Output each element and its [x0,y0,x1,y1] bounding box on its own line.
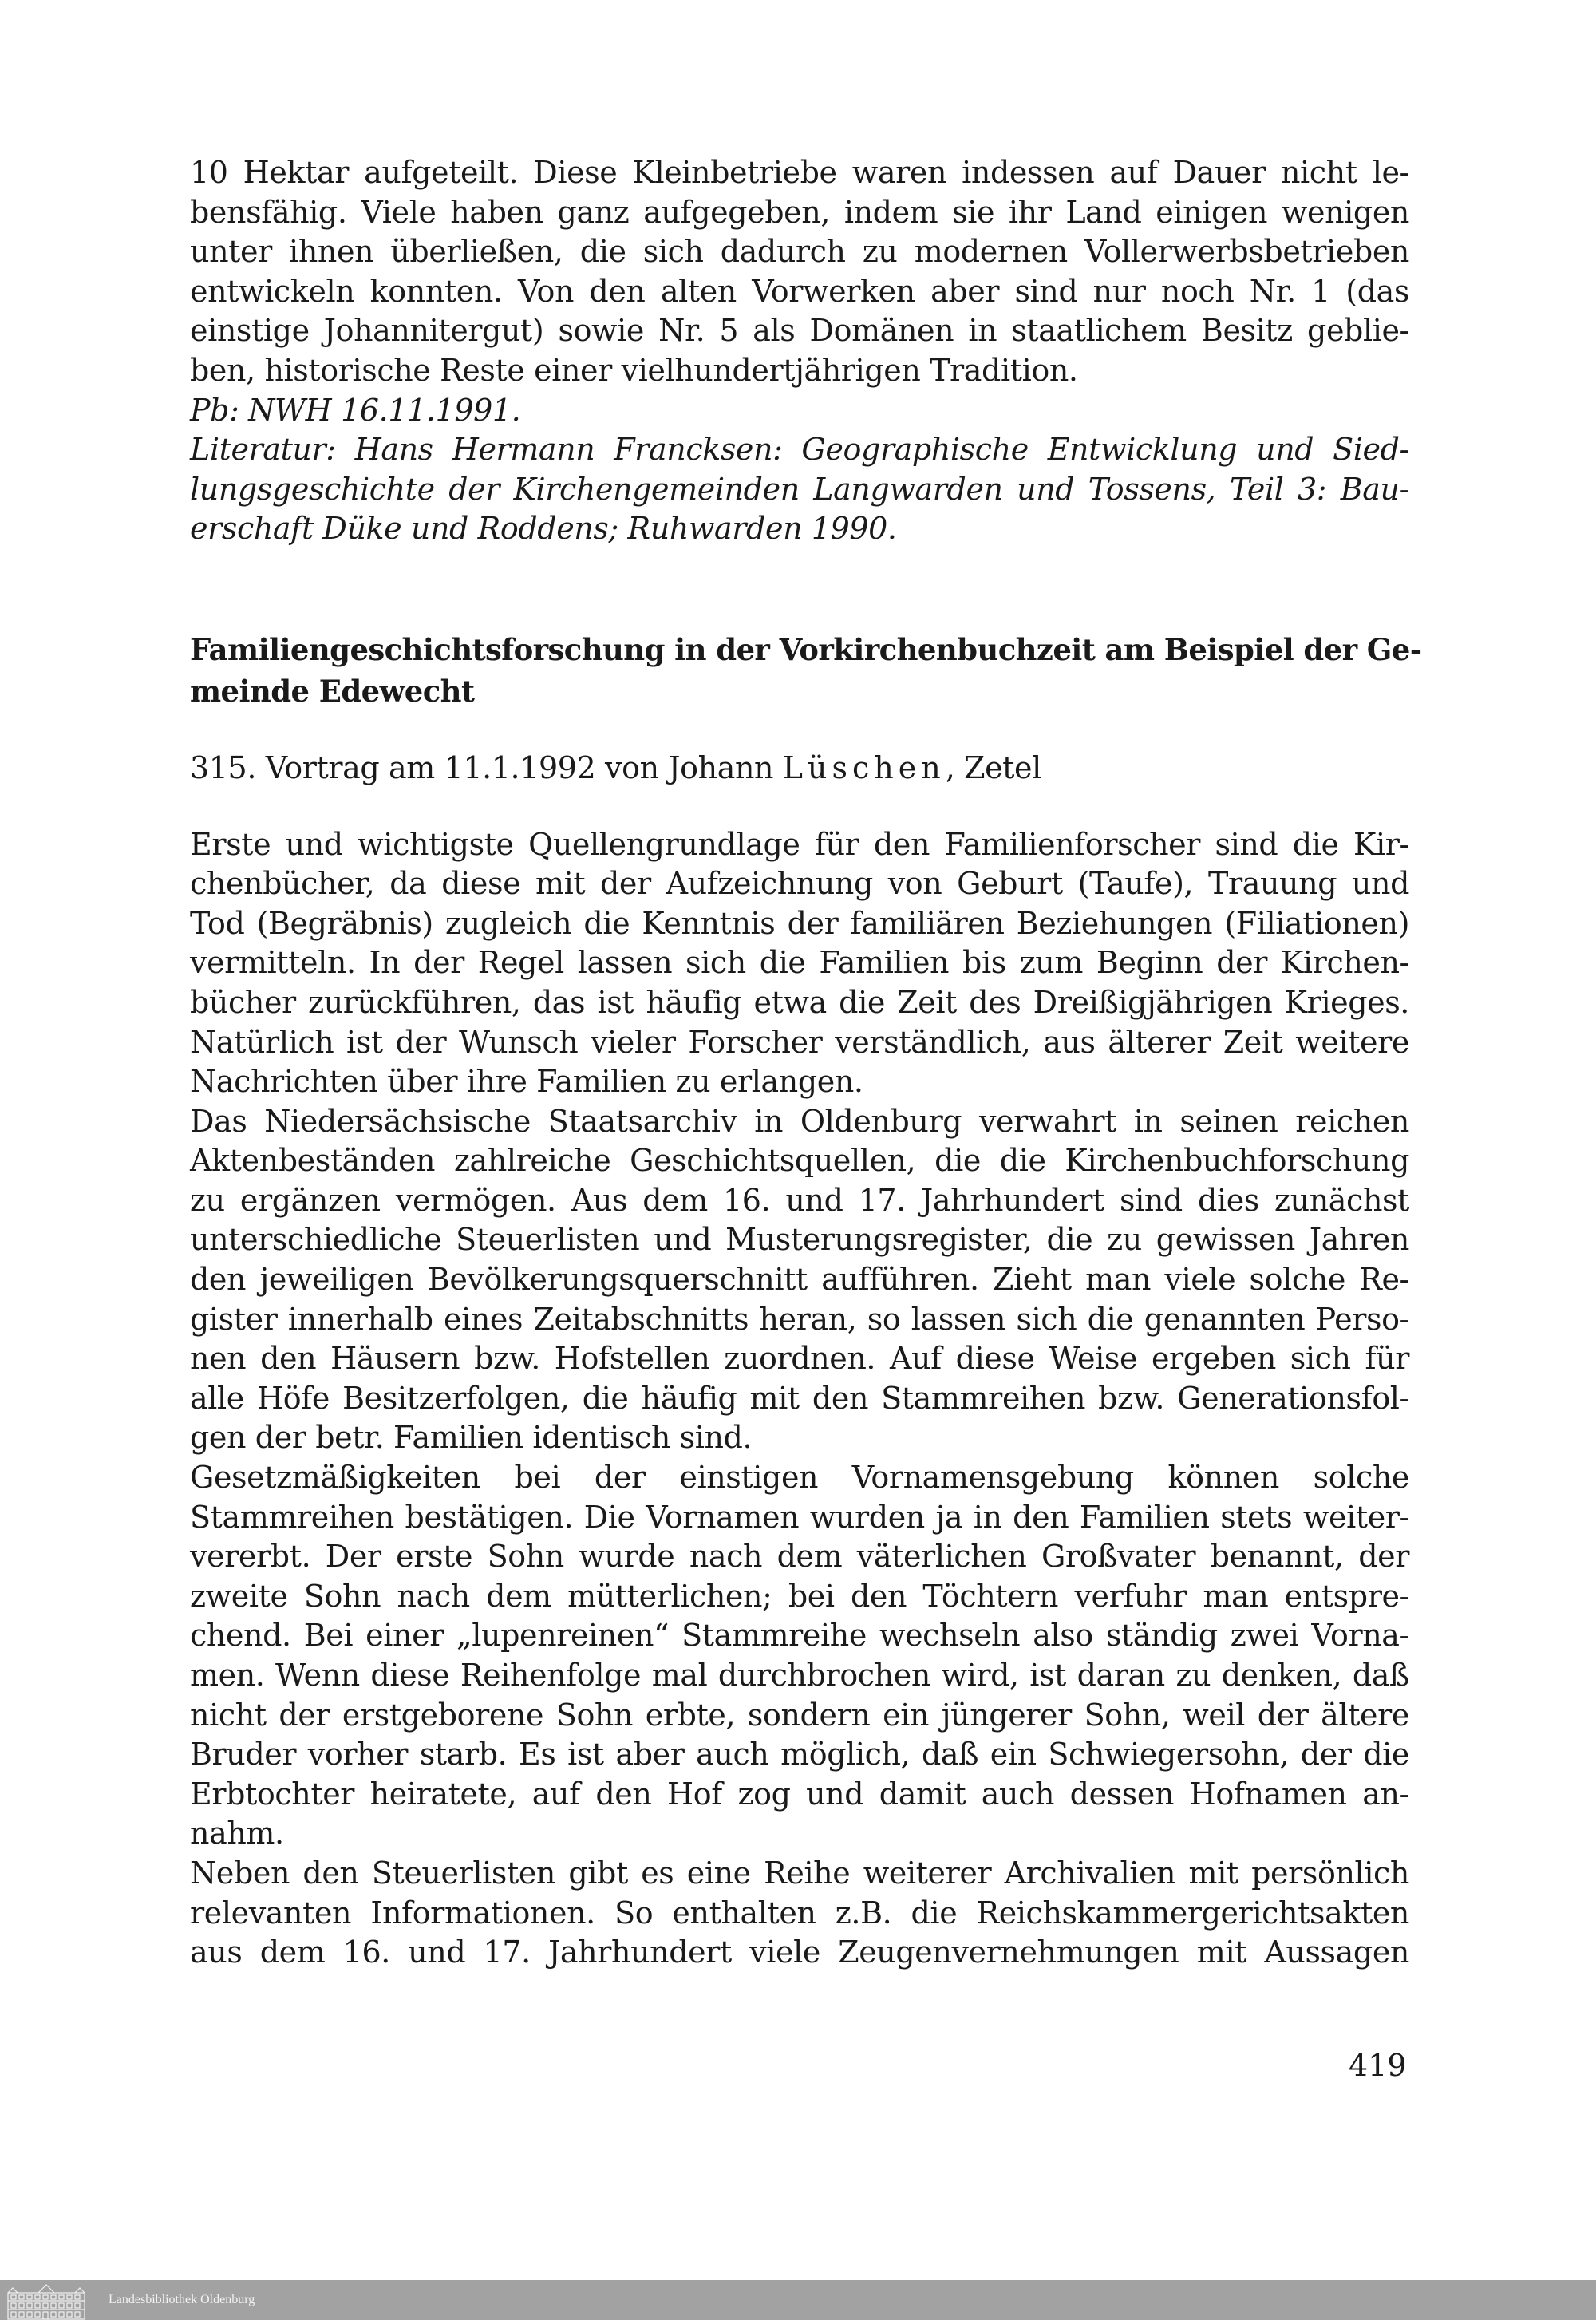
text-line: Aktenbeständen zahlreiche Geschichtsquellen, die die Kirchenbuchforschung [190,1143,1409,1179]
text-line: gen der betr. Familien identisch sind. [190,1420,753,1456]
text-line: nen den Häusern bzw. Hofstellen zuordnen. Auf diese Weise ergeben sich für [190,1341,1409,1377]
text-line: vererbt. Der erste Sohn wurde nach dem väterlichen Großvater benannt, der [190,1539,1409,1575]
text-line: chend. Bei einer „lupenreinen“ Stammreihe wechseln also ständig zwei Vorna- [190,1618,1409,1654]
paragraph-4 [190,1854,1409,1973]
lecture-prefix: 315. Vortrag am 11.1.1992 von Johann [190,749,783,785]
literature-reference [190,430,1409,549]
text-line: lungsgeschichte der Kirchengemeinden Langwarden und Tossens, Teil 3: Bau- [190,471,1409,507]
text-line: Erbtochter heiratete, auf den Hof zog und damit auch dessen Hofnamen an- [190,1776,1409,1812]
text-line: Neben den Steuerlisten gibt es eine Reihe weiterer Archivalien mit persönlich [190,1855,1409,1891]
text-line: Nachrichten über ihre Familien zu erlangen. [190,1064,863,1100]
text-line: Gesetzmäßigkeiten bei der einstigen Vornamensgebung können solche [190,1460,1409,1496]
text-line: den jeweiligen Bevölkerungsquerschnitt aufführen. Zieht man viele solche Re- [190,1262,1409,1298]
library-footer-bar [0,2280,1596,2320]
text-line: 10 Hektar aufgeteilt. Diese Kleinbetriebe waren indessen auf Dauer nicht le- [190,155,1409,190]
text-line: alle Höfe Besitzerfolgen, die häufig mit den Stammreihen bzw. Generationsfol- [190,1380,1409,1416]
text-line: Literatur: Hans Hermann Francksen: Geographische Entwicklung und Sied- [190,432,1409,468]
text-line: chenbücher, da diese mit der Aufzeichnung von Geburt (Taufe), Trauung und [190,866,1409,902]
document-page [190,153,1422,1973]
text-line: Stammreihen bestätigen. Die Vornamen wurden ja in den Familien stets weiter- [190,1499,1409,1535]
text-line: zu ergänzen vermögen. Aus dem 16. und 17. Jahrhundert sind dies zunächst [190,1182,1409,1218]
text-line: Das Niedersächsische Staatsarchiv in Oldenburg verwahrt in seinen reichen [190,1103,1409,1139]
text-line: nahm. [190,1816,284,1852]
title-line: Familiengeschichtsforschung in der Vorkirchenbuchzeit am Beispiel der Ge- [190,631,1422,667]
title-line: meinde Edewecht [190,673,475,709]
text-line: einstige Johannitergut) sowie Nr. 5 als Domänen in staatlichem Besitz geblie- [190,313,1409,349]
text-line: erschaft Düke und Roddens; Ruhwarden 1990. [190,511,897,547]
text-line: unter ihnen überließen, die sich dadurch zu modernen Vollerwerbsbetrieben [190,234,1409,270]
lecture-info [190,749,1409,788]
text-line: relevanten Informationen. So enthalten z.B. die Reichskammergerichtsakten [190,1895,1409,1931]
text-line: gister innerhalb eines Zeitabschnitts heran, so lassen sich die genannten Perso- [190,1301,1409,1337]
text-line: Bruder vorher starb. Es ist aber auch möglich, daß ein Schwiegersohn, der die [190,1737,1409,1773]
continuation-paragraph [190,153,1409,391]
text-line: entwickeln konnten. Von den alten Vorwerken aber sind nur noch Nr. 1 (das [190,273,1409,309]
library-name: Landesbibliothek Oldenburg [109,2293,255,2306]
paragraph-1 [190,825,1409,1102]
page-number: 419 [1349,2048,1407,2083]
text-line: zweite Sohn nach dem mütterlichen; bei den Töchtern verfuhr man entspre- [190,1578,1409,1614]
paragraph-3 [190,1458,1409,1854]
text-line: vermitteln. In der Regel lassen sich die Familien bis zum Beginn der Kirchen- [190,945,1409,981]
text-line: ben, historische Reste einer vielhundertjährigen Tradition. [190,352,1078,388]
press-reference: Pb: NWH 16.11.1991. [190,392,521,428]
library-building-icon [6,2283,86,2320]
text-line: unterschiedliche Steuerlisten und Musterungsregister, die zu gewissen Jahren [190,1222,1409,1258]
text-line: men. Wenn diese Reihenfolge mal durchbrochen wird, ist daran zu denken, daß [190,1658,1409,1693]
text-line: Natürlich ist der Wunsch vieler Forscher verständlich, aus älterer Zeit weitere [190,1024,1409,1060]
text-line: bücher zurückführen, das ist häufig etwa die Zeit des Dreißigjährigen Krieges. [190,984,1409,1020]
text-line: Tod (Begräbnis) zugleich die Kenntnis der familiären Beziehungen (Filiationen) [190,905,1409,941]
paragraph-2 [190,1102,1409,1458]
text-line: Erste und wichtigste Quellengrundlage für den Familienforscher sind die Kir- [190,826,1409,862]
speaker-name: Lüschen [782,749,946,785]
text-line: bensfähig. Viele haben ganz aufgegeben, indem sie ihr Land einigen wenigen [190,194,1409,230]
text-line: aus dem 16. und 17. Jahrhundert viele Zeugenvernehmungen mit Aussagen [190,1935,1409,1970]
text-line: nicht der erstgeborene Sohn erbte, sondern ein jüngerer Sohn, weil der ältere [190,1697,1409,1733]
lecture-suffix: , Zetel [945,749,1041,785]
section-title [190,629,1422,712]
